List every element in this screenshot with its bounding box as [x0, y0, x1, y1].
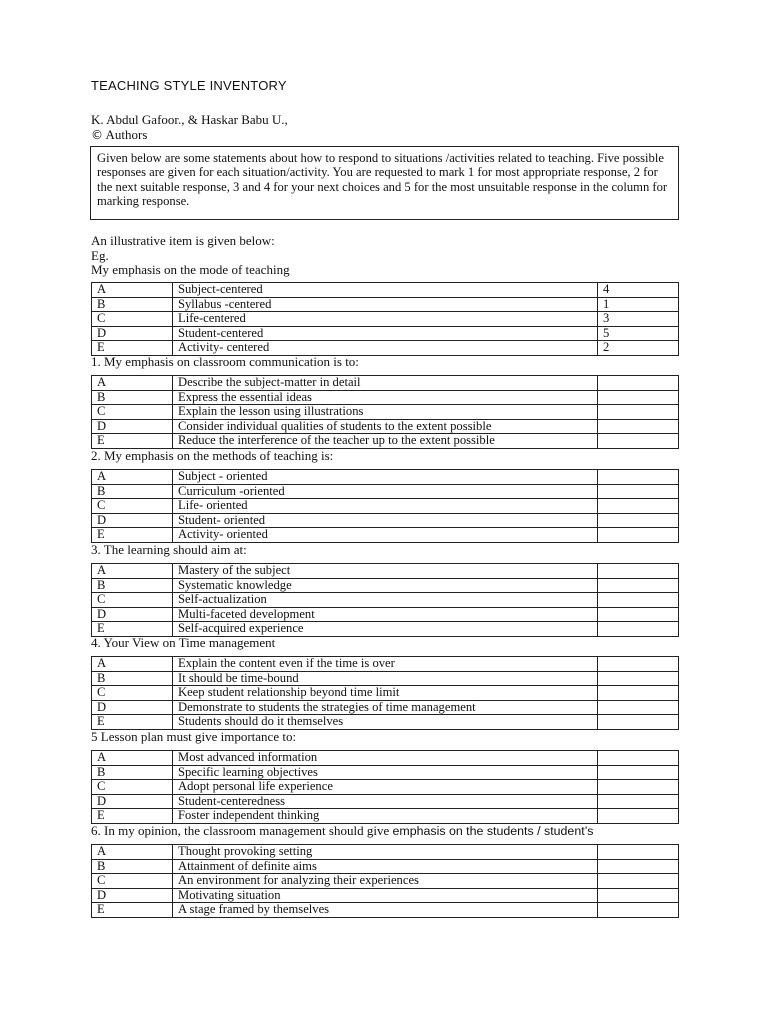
response-cell: 5 [598, 326, 679, 341]
table-row [92, 434, 679, 449]
response-input-cell[interactable] [598, 794, 679, 809]
response-input-cell[interactable] [598, 765, 679, 780]
table-row [92, 888, 679, 903]
option-text: Subject-centered [173, 283, 598, 298]
option-letter: B [92, 671, 173, 686]
question-table [91, 375, 679, 449]
table-row [92, 809, 679, 824]
table-row [92, 765, 679, 780]
response-input-cell[interactable] [598, 751, 679, 766]
option-text: Describe the subject-matter in detail [173, 376, 598, 391]
authors-line: K. Abdul Gafoor., & Haskar Babu U., [91, 112, 288, 127]
table-row [92, 780, 679, 795]
option-text: Demonstrate to students the strategies of time management [173, 700, 598, 715]
table-row [92, 513, 679, 528]
table-row [92, 859, 679, 874]
option-text: Keep student relationship beyond time limit [173, 686, 598, 701]
table-row [92, 794, 679, 809]
response-cell: 4 [598, 283, 679, 298]
option-letter: D [92, 794, 173, 809]
response-input-cell[interactable] [598, 593, 679, 608]
table-row [92, 326, 679, 341]
question-table [91, 750, 679, 824]
table-row [92, 607, 679, 622]
response-input-cell[interactable] [598, 622, 679, 637]
table-row [92, 622, 679, 637]
response-input-cell[interactable] [598, 376, 679, 391]
option-letter: D [92, 513, 173, 528]
option-letter: A [92, 845, 173, 860]
option-letter: E [92, 528, 173, 543]
response-input-cell[interactable] [598, 657, 679, 672]
response-input-cell[interactable] [598, 528, 679, 543]
option-letter: C [92, 405, 173, 420]
document-title: TEACHING STYLE INVENTORY [91, 78, 287, 93]
response-input-cell[interactable] [598, 419, 679, 434]
option-letter: A [92, 470, 173, 485]
option-letter: C [92, 874, 173, 889]
table-row [92, 686, 679, 701]
example-table [91, 282, 679, 356]
table-row [92, 700, 679, 715]
question-table [91, 844, 679, 918]
table-row [92, 874, 679, 889]
option-text: Motivating situation [173, 888, 598, 903]
table-row [92, 657, 679, 672]
response-input-cell[interactable] [598, 513, 679, 528]
option-text: Specific learning objectives [173, 765, 598, 780]
response-input-cell[interactable] [598, 578, 679, 593]
intro-line: An illustrative item is given below: [91, 233, 275, 248]
question-title: 3. The learning should aim at: [91, 542, 247, 557]
copyright-text: Authors [105, 127, 148, 142]
option-letter: D [92, 326, 173, 341]
option-text: Adopt personal life experience [173, 780, 598, 795]
response-input-cell[interactable] [598, 874, 679, 889]
table-row [92, 341, 679, 356]
table-row [92, 564, 679, 579]
question-table [91, 563, 679, 637]
response-input-cell[interactable] [598, 686, 679, 701]
response-input-cell[interactable] [598, 809, 679, 824]
option-letter: D [92, 607, 173, 622]
option-letter: C [92, 312, 173, 327]
response-cell: 3 [598, 312, 679, 327]
table-row [92, 671, 679, 686]
option-letter: B [92, 297, 173, 312]
option-letter: B [92, 859, 173, 874]
option-letter: E [92, 809, 173, 824]
question-title: 5 Lesson plan must give importance to: [91, 729, 297, 744]
table-row [92, 419, 679, 434]
intro-eg: Eg. [91, 247, 109, 263]
option-text: Attainment of definite aims [173, 859, 598, 874]
option-letter: A [92, 376, 173, 391]
response-input-cell[interactable] [598, 715, 679, 730]
option-letter: D [92, 419, 173, 434]
table-row [92, 484, 679, 499]
option-text: Self-acquired experience [173, 622, 598, 637]
response-input-cell[interactable] [598, 700, 679, 715]
option-letter: D [92, 700, 173, 715]
option-letter: E [92, 622, 173, 637]
response-input-cell[interactable] [598, 903, 679, 918]
option-letter: C [92, 499, 173, 514]
option-text: Reduce the interference of the teacher up to the extent possible [173, 434, 598, 449]
table-row [92, 499, 679, 514]
table-row [92, 715, 679, 730]
question-title: 1. My emphasis on classroom communication is to: [91, 354, 359, 369]
option-letter: E [92, 341, 173, 356]
option-text: Syllabus -centered [173, 297, 598, 312]
option-text: A stage framed by themselves [173, 903, 598, 918]
table-row [92, 845, 679, 860]
option-text: Student- oriented [173, 513, 598, 528]
table-row [92, 376, 679, 391]
option-text: Systematic knowledge [173, 578, 598, 593]
option-letter: C [92, 686, 173, 701]
option-text: Subject - oriented [173, 470, 598, 485]
option-text: Mastery of the subject [173, 564, 598, 579]
option-letter: E [92, 903, 173, 918]
option-letter: A [92, 657, 173, 672]
copyright-line [91, 127, 288, 143]
option-text: Student-centered [173, 326, 598, 341]
response-input-cell[interactable] [598, 607, 679, 622]
response-input-cell[interactable] [598, 845, 679, 860]
option-text: Activity- oriented [173, 528, 598, 543]
question-title [91, 824, 593, 838]
option-text: Students should do it themselves [173, 715, 598, 730]
table-row [92, 405, 679, 420]
response-input-cell[interactable] [598, 470, 679, 485]
option-letter: B [92, 765, 173, 780]
response-cell: 2 [598, 341, 679, 356]
option-letter: B [92, 578, 173, 593]
question-title-main: 6. In my opinion, the classroom management should give [91, 823, 393, 838]
option-text: Express the essential ideas [173, 390, 598, 405]
option-letter: E [92, 715, 173, 730]
option-letter: B [92, 390, 173, 405]
table-row [92, 297, 679, 312]
table-row [92, 390, 679, 405]
response-input-cell[interactable] [598, 499, 679, 514]
table-row [92, 903, 679, 918]
option-text: Thought provoking setting [173, 845, 598, 860]
question-table [91, 469, 679, 543]
option-letter: E [92, 434, 173, 449]
option-text: Explain the lesson using illustrations [173, 405, 598, 420]
question-table [91, 656, 679, 730]
response-input-cell[interactable] [598, 859, 679, 874]
option-text: It should be time-bound [173, 671, 598, 686]
table-row [92, 283, 679, 298]
response-input-cell[interactable] [598, 564, 679, 579]
response-cell: 1 [598, 297, 679, 312]
response-input-cell[interactable] [598, 405, 679, 420]
option-letter: A [92, 283, 173, 298]
table-row [92, 312, 679, 327]
table-row [92, 751, 679, 766]
option-letter: C [92, 593, 173, 608]
option-text: Life- oriented [173, 499, 598, 514]
example-title: My emphasis on the mode of teaching [91, 262, 290, 278]
option-letter: A [92, 564, 173, 579]
response-input-cell[interactable] [598, 484, 679, 499]
option-letter: C [92, 780, 173, 795]
option-text: Self-actualization [173, 593, 598, 608]
option-text: Life-centered [173, 312, 598, 327]
option-text: Foster independent thinking [173, 809, 598, 824]
option-letter: D [92, 888, 173, 903]
table-row [92, 470, 679, 485]
table-row [92, 528, 679, 543]
authors-block [91, 112, 288, 143]
table-row [92, 593, 679, 608]
table-row [92, 578, 679, 593]
response-input-cell[interactable] [598, 780, 679, 795]
question-title-tail: emphasis on the students / student’s [392, 824, 594, 838]
question-title: 4. Your View on Time management [91, 635, 276, 650]
option-text: Curriculum -oriented [173, 484, 598, 499]
response-input-cell[interactable] [598, 671, 679, 686]
copyright-icon: © [91, 128, 103, 142]
intro-block [91, 234, 290, 278]
response-input-cell[interactable] [598, 390, 679, 405]
option-text: Multi-faceted development [173, 607, 598, 622]
option-text: Activity- centered [173, 341, 598, 356]
instructions-box: Given below are some statements about how to respond to situations /activities related to teaching. Five possible responses are given for each situation/activity. You are requested to mark 1 for most appropriate response, 2 for the next suitable response, 3 and 4 for your next choices and 5 for the most unsuitable response in the column for marking response. [90, 146, 679, 220]
option-letter: A [92, 751, 173, 766]
option-text: Explain the content even if the time is over [173, 657, 598, 672]
option-text: An environment for analyzing their experiences [173, 874, 598, 889]
response-input-cell[interactable] [598, 888, 679, 903]
option-text: Student-centeredness [173, 794, 598, 809]
option-text: Most advanced information [173, 751, 598, 766]
question-title: 2. My emphasis on the methods of teaching is: [91, 448, 334, 463]
response-input-cell[interactable] [598, 434, 679, 449]
option-letter: B [92, 484, 173, 499]
option-text: Consider individual qualities of students to the extent possible [173, 419, 598, 434]
